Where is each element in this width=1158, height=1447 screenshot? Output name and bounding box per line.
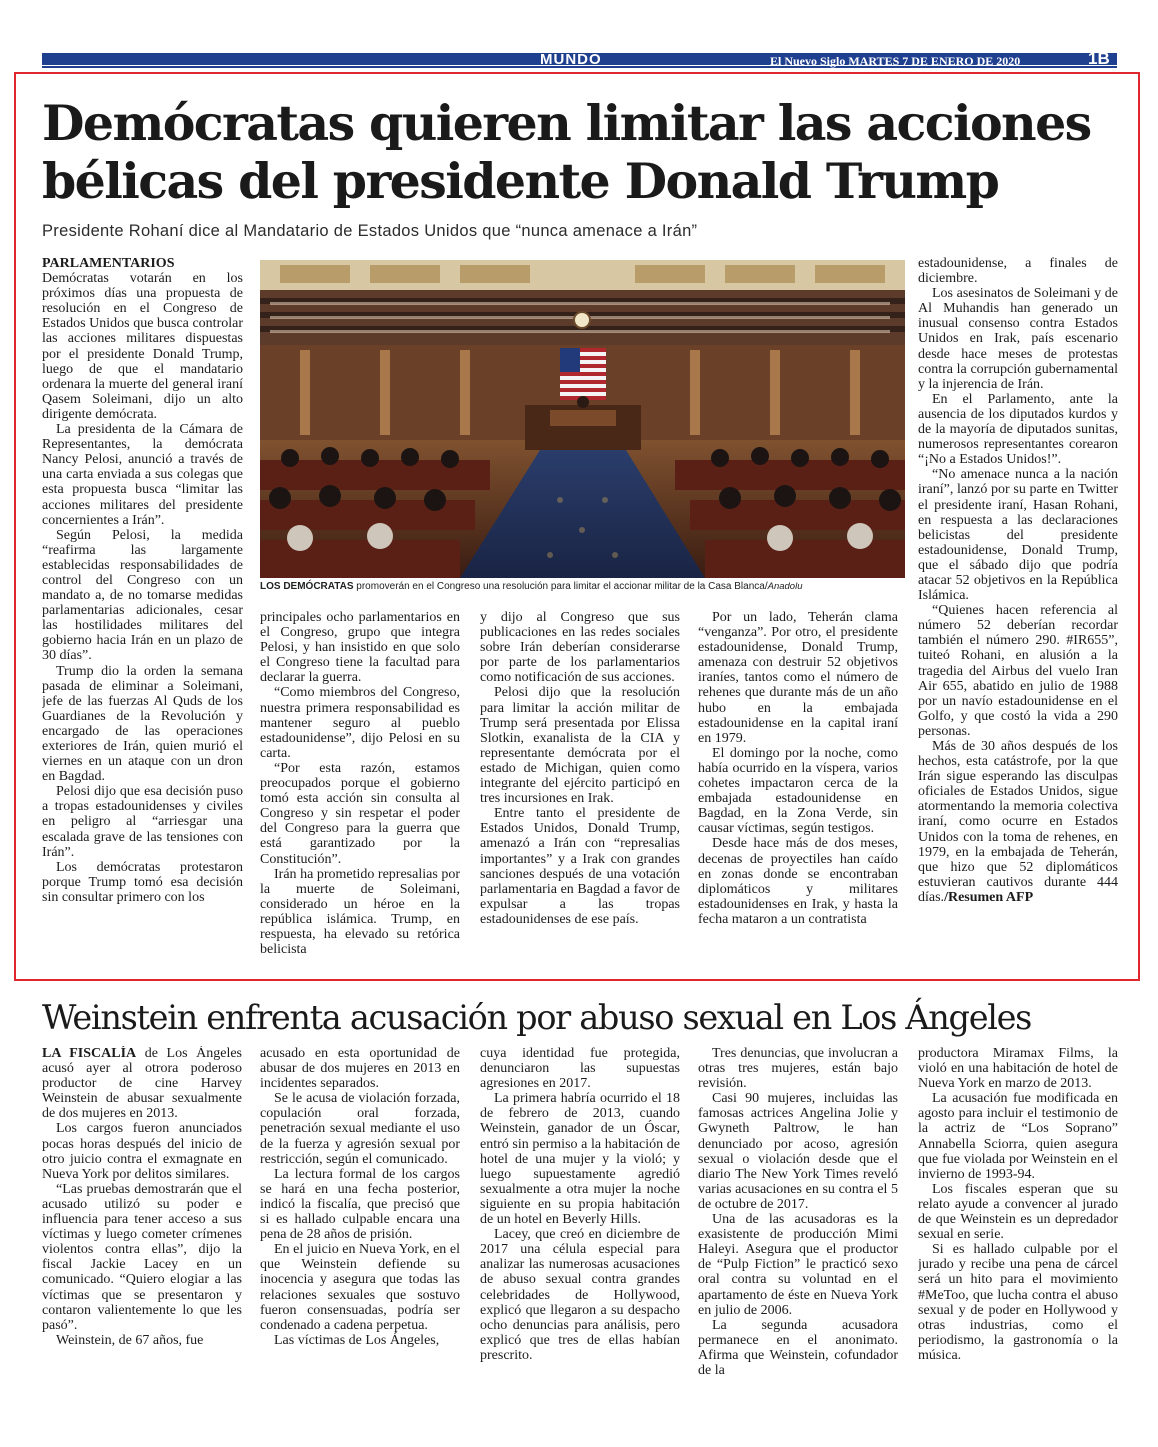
congress-chamber-photo — [260, 260, 905, 578]
photo-caption: LOS DEMÓCRATAS promoverán en el Congreso una resolución para limitar el accionar militar de la Casa Blanca/Anadolu — [260, 581, 803, 592]
article2-column-1 — [42, 1046, 242, 1416]
paragraph: Una de las acusadoras es la exasistente de producción Mimi Haleyi. Asegura que el productor de “Pulp Fiction” le practicó sexo oral contra su voluntad en el apartamento de éste en Nueva York en julio de 2006. — [698, 1212, 898, 1318]
paragraph: Trump dio la orden la semana pasada de eliminar a Soleimani, jefe de las fuerzas Al Quds de los Guardianes de la Revolución y encargado de las operaciones exteriores de Irán, quien murió el viernes en un ataque con un dron en Bagdad. — [42, 663, 243, 785]
paragraph: cuya identidad fue protegida, denunciaron las supuestas agresiones en 2017. — [480, 1046, 680, 1092]
paragraph: Weinstein, de 67 años, fue — [56, 1332, 204, 1348]
paragraph: Pelosi dijo que la resolución para limitar la acción militar de Trump será presentada por Elissa Slotkin, exanalista de la CIA y representante demócrata por el estado de Michigan, quien como integrante del ejército participó en tres incursiones en Irak. — [480, 685, 680, 807]
paragraph: Lacey, que creó en diciembre de 2017 una célula especial para analizar las numerosas acusaciones de abuso sexual contra grandes celebridades de Hollywood, explicó que llegaron a su despacho ocho denuncias para análisis, pero explicó que tres de ellas habían prescrito. — [480, 1227, 680, 1363]
paragraph: “Como miembros del Congreso, nuestra primera responsabilidad es mantener seguro al pueblo estadounidense”, dijo Pelosi en su carta. — [260, 685, 460, 761]
paragraph: La segunda acusadora permanece en el anonimato. Afirma que Weinstein, cofundador de la — [698, 1317, 898, 1378]
lead-word: LA FISCALÍA — [42, 1046, 137, 1061]
paragraph: En el Parlamento, ante la ausencia de los diputados kurdos y de la mayoría de diputados sunitas, numerosos representantes corearon “¡No a Estados Unidos!”. — [918, 391, 1118, 468]
paragraph: Irán ha prometido represalias por la muerte de Soleimani, considerado un héroe en la república islámica. Trump, en respuesta, ha elevado su retórica belicista — [260, 866, 460, 958]
lead-word: PARLAMENTARIOS — [42, 256, 175, 271]
paragraph: productora Miramax Films, la violó en una habitación de hotel de Nueva York en marzo de 2013. — [918, 1046, 1118, 1092]
paragraph: En el juicio en Nueva York, en el que Weinstein defiende su inocencia y asegura que todas las relaciones sexuales que sostuvo fueron consensuadas, podría ser condenado a cadena perpetua. — [260, 1242, 460, 1333]
paragraph: Si es hallado culpable por el jurado y recibe una pena de cárcel será un hito para el movimiento #MeToo, que lucha contra el abuso sexual y de poder en Hollywood y otras industrias, como el periodismo, la gastronomía o la música. — [918, 1242, 1118, 1363]
page-number: 1B — [1088, 49, 1110, 68]
paragraph: y dijo al Congreso que sus publicaciones en las redes sociales sobre Irán deberían considerarse por parte de los parlamentarios como notificación de sus acciones. — [480, 610, 680, 686]
paragraph: La acusación fue modificada en agosto para incluir el testimonio de la actriz de “Los Soprano” Annabella Sciorra, quien asegura que fue violada por Weinstein en el invierno de 1993-94. — [918, 1091, 1118, 1182]
article1-column-4 — [698, 610, 898, 968]
article1-column-1 — [42, 256, 243, 968]
article2-column-3 — [480, 1046, 680, 1416]
headline-line-2: bélicas del presidente Donald Trump — [42, 152, 999, 210]
paragraph: Por un lado, Teherán clama “venganza”. Por otro, el presidente estadounidense, Donald Trump, amenaza con destruir 52 objetivos iraníes, tantos como el número de rehenes que durante más de un año hubo en la embajada estadounidense en la capital iraní en 1979. — [698, 610, 898, 746]
paragraph: Se le acusa de violación forzada, copulación oral forzada, penetración sexual mediante el uso de la fuerza y agresión sexual por restricción, según el comunicado. — [260, 1091, 460, 1167]
paragraph: Según Pelosi, la medida “reafirma las largamente establecidas responsabilidades de control del Congreso con un mandato a, de no tomarse medidas parlamentarias adicionales, cesar las hostilidades militares del gobierno hacia Irán en un plazo de 30 días”. — [42, 527, 243, 664]
article1-column-3 — [480, 610, 680, 968]
article1-column-2 — [260, 610, 460, 968]
paragraph: “Las pruebas demostrarán que el acusado utilizó su poder e influencia para tener acceso a sus víctimas y luego cometer crímenes violentos contra ellas”, dijo la fiscal Jackie Lacey en un comunicado. “Quiero elogiar a las víctimas que se presentaron y contaron valientemente lo que les pasó”. — [42, 1181, 242, 1333]
paragraph: “Por esta razón, estamos preocupados porque el gobierno tomó esta acción sin consulta al Congreso y sin respetar el poder del Congreso para la guerra que está garantizado por la Constitución”. — [260, 760, 460, 867]
paragraph: Desde hace más de dos meses, decenas de proyectiles han caído en zonas donde se encontraban diplomáticos y militares estadounidenses en Irak, y hasta la fecha mataron a un contratista — [698, 836, 898, 927]
paragraph: Casi 90 mujeres, incluidas las famosas actrices Angelina Jolie y Gwyneth Paltrow, le han denunciado por acoso, agresión sexual o violación desde que el diario The New York Times reveló varias acusaciones en su contra el 5 de octubre de 2017. — [698, 1091, 898, 1212]
paragraph: La lectura formal de los cargos se hará en una fecha posterior, indicó la fiscalía, que precisó que si es hallado culpable encara una pena de 28 años de prisión. — [260, 1166, 460, 1243]
paragraph: El domingo por la noche, como había ocurrido en la víspera, varios cohetes impactaron cerca de la embajada estadounidense en Bagdad, en la Zona Verde, sin causar víctimas, según testigos. — [698, 745, 898, 837]
newspaper-date-line: El Nuevo Siglo MARTES 7 DE ENERO DE 2020 — [770, 54, 1021, 68]
paragraph: estadounidense, a finales de diciembre. — [918, 256, 1118, 287]
paragraph: Pelosi dijo que esa decisión puso a tropas estadounidenses y civiles en peligro al “arriesgar una escalada grave de las tensiones con Irán”. — [42, 784, 243, 860]
paragraph: Más de 30 años después de los hechos, esta catástrofe, por la que Irán sigue esperando las disculpas oficiales de Estados Unidos, sigue atormentando la memoria colectiva iraní, como ocurre en Estados Unidos con la toma de rehenes, en 1979, en la embajada de Teherán, que hizo que 52 diplomáticos estuvieran cautivos durante 444 días./Resumen AFP — [918, 739, 1118, 905]
lead-paragraph: PARLAMENTARIOS Demócratas votarán en los próximos días una propuesta de resolución en el Congreso de Estados Unidos que busca controlar las acciones militares dispuestas por el presidente Donald Trump, luego de que el mandatario ordenara la muerte del general iraní Qasem Soleimani, dijo un alto dirigente demócrata. — [42, 256, 243, 422]
paragraph: Los fiscales esperan que su relato ayude a convencer al jurado de que Weinstein es un depredador sexual en serie. — [918, 1181, 1118, 1243]
paragraph: acusado en esta oportunidad de abusar de dos mujeres en 2013 en incidentes separados. — [260, 1046, 460, 1092]
article2-column-2 — [260, 1046, 460, 1416]
article2-headline: Weinstein enfrenta acusación por abuso sexual en Los Ángeles — [42, 998, 1032, 1037]
paragraph: Las víctimas de Los Ángeles, — [274, 1332, 440, 1348]
paragraph: Los cargos fueron anunciados pocas horas después del inicio de otro juicio contra el exmagnate en Nueva York por delitos similares. — [42, 1121, 242, 1182]
caption-lead: LOS DEMÓCRATAS — [260, 581, 354, 592]
article-subheadline: Presidente Rohaní dice al Mandatario de Estados Unidos que “nunca amenace a Irán” — [42, 222, 698, 240]
author-signature: /Resumen AFP — [944, 889, 1034, 905]
article2-column-5 — [918, 1046, 1118, 1416]
article2-column-4 — [698, 1046, 898, 1416]
article1-column-5 — [918, 256, 1118, 968]
paragraph: Los asesinatos de Soleimani y de Al Muhandis han generado un inusual consenso contra Estados Unidos en Irak, país escenario desde hace meses de protestas contra la corrupción gubernamental y la injerencia de Irán. — [918, 286, 1118, 392]
paragraph: La presidenta de la Cámara de Representantes, la demócrata Nancy Pelosi, anunció a través de una carta enviada a sus colegas que esta propuesta busca “limitar las acciones militares del presidente concernientes a Irán”. — [42, 422, 243, 528]
section-name: MUNDO — [540, 51, 602, 68]
headline-line-1: Demócratas quieren limitar las acciones — [42, 94, 1091, 152]
paragraph: Tres denuncias, que involucran a otras tres mujeres, están bajo revisión. — [698, 1046, 898, 1092]
paragraph: Los demócratas protestaron porque Trump tomó esa decisión sin consultar primero con los — [42, 859, 243, 905]
paragraph: principales ocho parlamentarios en el Congreso, grupo que integra Pelosi, y han insistido en que solo el Congreso tiene la facultad para declarar la guerra. — [260, 610, 460, 686]
photo-credit: Anadolu — [767, 581, 803, 592]
paragraph: La primera habría ocurrido el 18 de febrero de 2013, cuando Weinstein, ganador de un Óscar, entró sin permiso a la habitación de hotel de una mujer y la violó; y luego supuestamente agredió sexualmente a otra mujer la noche siguiente en su propia habitación de un hotel en Beverly Hills. — [480, 1091, 680, 1228]
lead-paragraph: LA FISCALÍA de Los Ángeles acusó ayer al otrora poderoso productor de cine Harvey Weinstein de abusar sexualmente de dos mujeres en 2013. — [42, 1046, 242, 1122]
paragraph: “Quienes hacen referencia al número 52 deberían recordar también el número 290. #IR655”, tuiteó Rohani, en alusión a la tragedia del Airbus del vuelo Iran Air 655, abatido en julio de 1988 por un navío estadounidense en el Golfo, y que costó la vida a 290 personas. — [918, 603, 1118, 739]
paragraph: Entre tanto el presidente de Estados Unidos, Donald Trump, amenazó a Irán con “represalias importantes” y a Irak con grandes sanciones después de una votación parlamentaria en Bagdad a favor de expulsar a las tropas estadounidenses de ese país. — [480, 806, 680, 927]
paragraph: “No amenace nunca a la nación iraní”, lanzó por su parte en Twitter el presidente iraní, Hasan Rohani, en respuesta a las declaraciones belicistas del presidente estadounidense, Donald Trump, que el sábado dijo que podría atacar 52 objetivos en la República Islámica. — [918, 467, 1118, 604]
article-headline — [42, 94, 1122, 210]
